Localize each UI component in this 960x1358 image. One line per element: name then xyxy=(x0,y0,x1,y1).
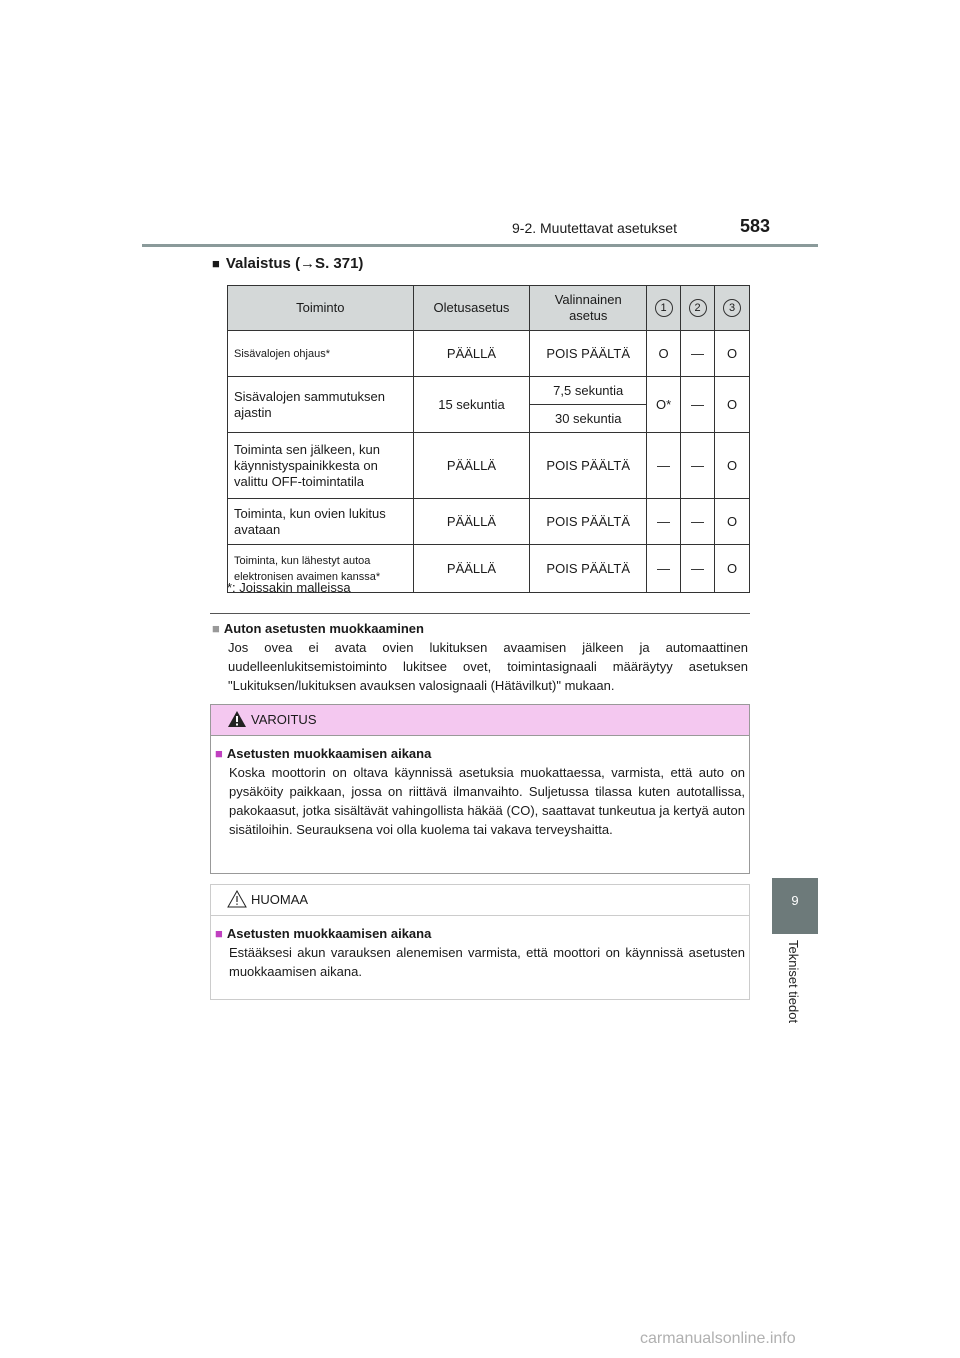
row-c3: O xyxy=(715,545,750,593)
row-option: POIS PÄÄLTÄ xyxy=(530,433,647,499)
table-row xyxy=(228,331,750,377)
row-default: PÄÄLLÄ xyxy=(413,331,530,377)
table-row xyxy=(228,377,750,405)
header-divider xyxy=(142,244,818,247)
table-row xyxy=(228,433,750,499)
row-option: POIS PÄÄLTÄ xyxy=(530,499,647,545)
circle-number: 2 xyxy=(689,299,707,317)
table-row xyxy=(228,499,750,545)
warning-content xyxy=(211,736,749,839)
header-section-title: 9-2. Muutettavat asetukset xyxy=(512,220,677,236)
row-c3: O xyxy=(715,499,750,545)
circle-number: 1 xyxy=(655,299,673,317)
table-footnote: *: Joissakin malleissa xyxy=(227,580,351,595)
caution-box xyxy=(210,884,750,1000)
row-c2: — xyxy=(681,377,715,433)
section-title-text: Valaistus (→S. 371) xyxy=(225,255,364,272)
warning-label: VAROITUS xyxy=(251,712,317,727)
watermark[interactable]: carmanualsonline.info xyxy=(640,1330,796,1347)
header-col3 xyxy=(715,286,750,331)
info-heading xyxy=(212,621,748,636)
row-option: 7,5 sekuntia xyxy=(530,377,647,405)
info-body: Jos ovea ei avata ovien lukituksen avaamisen jälkeen ja automaattinen uudelleenlukitsemistoiminto lukitsee ovet, toimintasignaali määräytyy asetuksen "Lukituksen/lukituksen avauksen valosignaali (Hätävilkut)" mukaan. xyxy=(228,640,748,693)
row-name: Toiminta, kun lähestyt autoa elektronisen avaimen kanssa* xyxy=(228,545,414,593)
table-header-row xyxy=(228,286,750,331)
warning-triangle-icon xyxy=(227,710,247,728)
caution-content xyxy=(211,916,749,981)
row-c3: O xyxy=(715,331,750,377)
page-number: 583 xyxy=(740,216,771,236)
row-c2: — xyxy=(681,433,715,499)
warning-heading-text: Asetusten muokkaamisen aikana xyxy=(226,746,432,761)
row-option: POIS PÄÄLTÄ xyxy=(530,545,647,593)
settings-table xyxy=(227,285,750,593)
caution-heading xyxy=(215,926,745,941)
row-option: POIS PÄÄLTÄ xyxy=(530,331,647,377)
row-name: Sisävalojen ohjaus* xyxy=(228,331,414,377)
row-c2: — xyxy=(681,545,715,593)
row-c3: O xyxy=(715,377,750,433)
row-c1: — xyxy=(647,433,681,499)
chapter-tab[interactable]: 9 xyxy=(772,878,818,934)
caution-heading-text: Asetusten muokkaamisen aikana xyxy=(226,926,432,941)
header-options: Valinnainen asetus xyxy=(530,286,647,331)
info-block xyxy=(212,621,748,695)
header-function: Toiminto xyxy=(228,286,414,331)
row-default: PÄÄLLÄ xyxy=(413,499,530,545)
square-bullet-icon: ■ xyxy=(215,926,223,941)
row-c1: O* xyxy=(647,377,681,433)
header-col2 xyxy=(681,286,715,331)
row-default: PÄÄLLÄ xyxy=(413,433,530,499)
row-c1: — xyxy=(647,499,681,545)
header-default: Oletusasetus xyxy=(413,286,530,331)
caution-triangle-icon xyxy=(227,890,247,908)
chapter-tab-label: Tekniset tiedot xyxy=(786,940,801,1024)
warning-header xyxy=(211,705,749,736)
warning-body: Koska moottorin on oltava käynnissä asetuksia muokattaessa, varmista, että auto on pysäköity paikkaan, jossa on riittävä ilmanvaihto. Suljetussa tilassa kuten autotallissa, pakokaasut, jotka sisältävät vahingollista häkää (CO), saattavat tunkeutua ja kertyä auton sisätiloihin. Seurauksena voi olla kuolema tai vakava terveyshaitta. xyxy=(229,765,745,837)
row-default: PÄÄLLÄ xyxy=(413,545,530,593)
section-marker: ■ xyxy=(212,256,220,271)
warning-heading xyxy=(215,746,745,761)
row-c1: — xyxy=(647,545,681,593)
row-c2: — xyxy=(681,499,715,545)
caution-body: Estääksesi akun varauksen alenemisen varmista, että moottori on käynnissä asetusten muokkaamisen aikana. xyxy=(229,945,745,979)
row-name: Toiminta, kun ovien lukitus avataan xyxy=(228,499,414,545)
row-c1: O xyxy=(647,331,681,377)
row-option-2: 30 sekuntia xyxy=(530,405,647,433)
caution-header xyxy=(211,885,749,916)
row-c3: O xyxy=(715,433,750,499)
section-title xyxy=(212,255,363,272)
info-heading-text: Auton asetusten muokkaaminen xyxy=(223,621,424,636)
warning-box xyxy=(210,704,750,874)
caution-label: HUOMAA xyxy=(251,892,309,907)
section-divider xyxy=(210,613,750,614)
square-bullet-icon: ■ xyxy=(215,746,223,761)
row-name: Sisävalojen sammutuksen ajastin xyxy=(228,377,414,433)
circle-number: 3 xyxy=(723,299,741,317)
row-name: Toiminta sen jälkeen, kun käynnistyspainikkesta on valittu OFF-toimintatila xyxy=(228,433,414,499)
row-c2: — xyxy=(681,331,715,377)
header-col1 xyxy=(647,286,681,331)
row-default: 15 sekuntia xyxy=(413,377,530,433)
square-bullet-icon: ■ xyxy=(212,621,220,636)
